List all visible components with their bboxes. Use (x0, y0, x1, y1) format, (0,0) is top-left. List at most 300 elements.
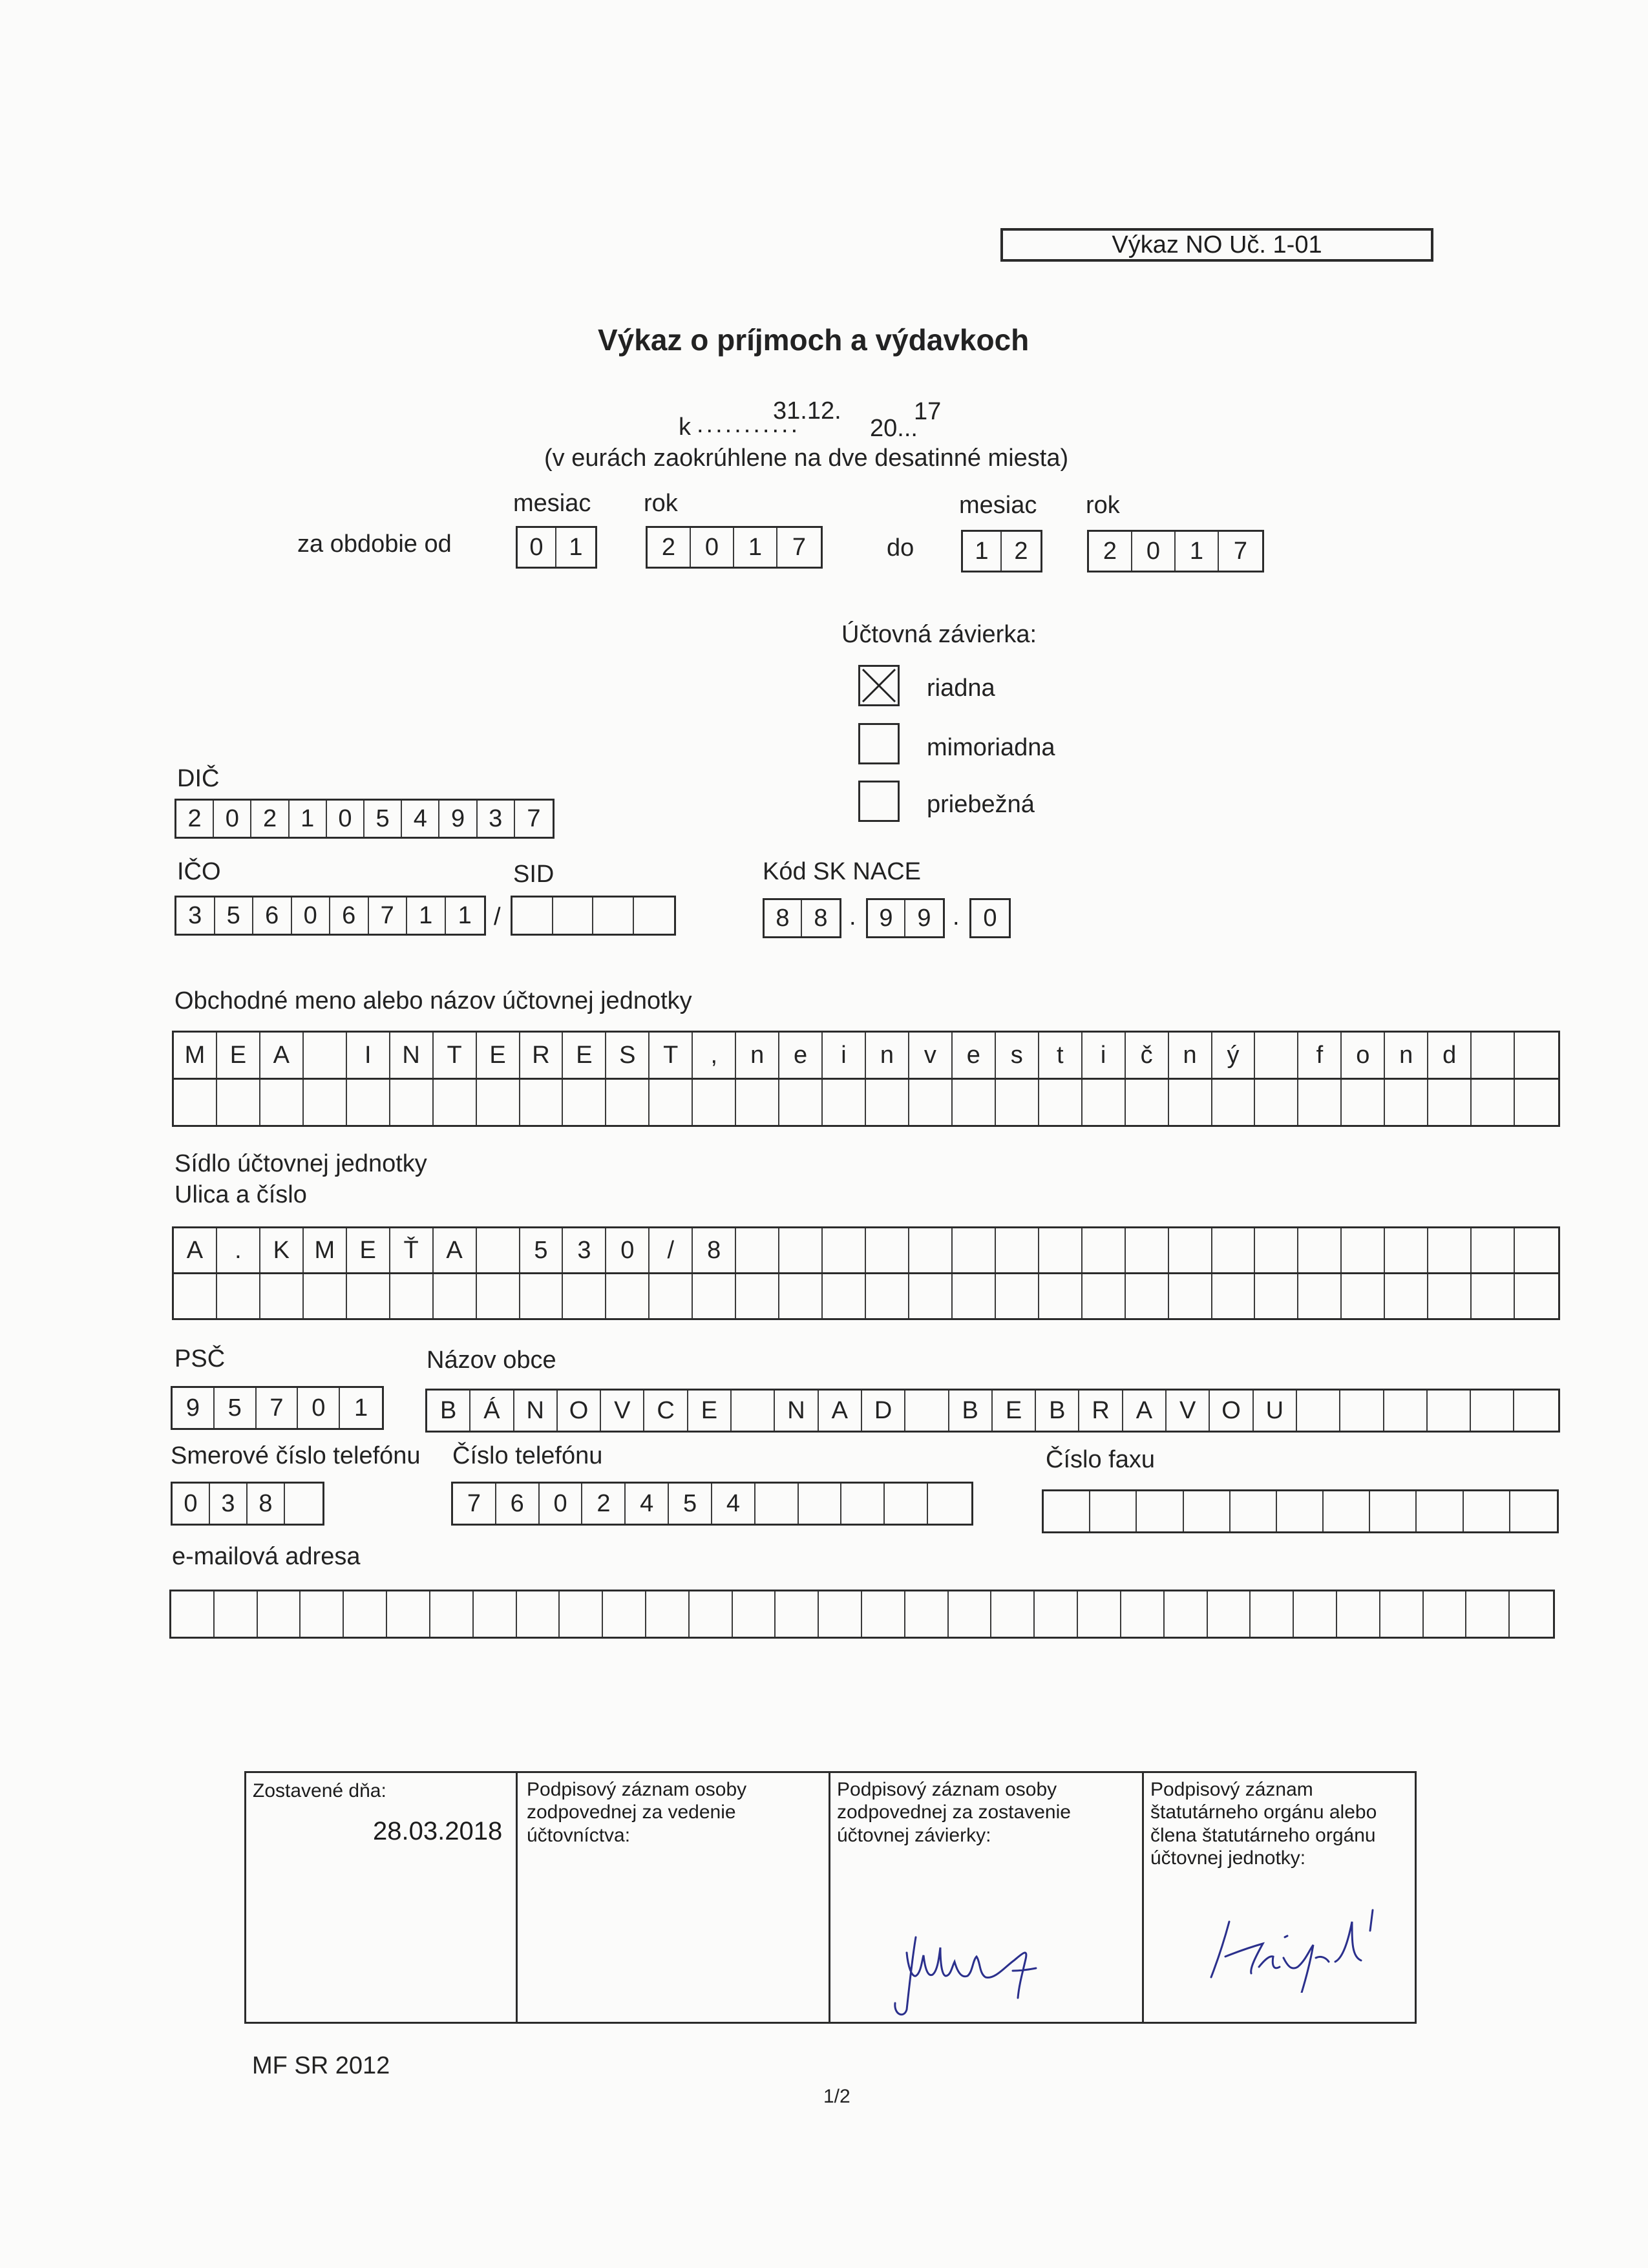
ico-label: IČO (177, 858, 221, 885)
char-cell (1212, 1080, 1256, 1125)
town-field[interactable] (425, 1389, 1560, 1433)
nace-label: Kód SK NACE (763, 858, 921, 885)
dic-field[interactable] (174, 799, 555, 839)
char-cell: M (174, 1033, 217, 1078)
char-cell: B (427, 1391, 470, 1431)
char-cell: 5 (215, 1388, 257, 1428)
char-cell (304, 1274, 347, 1318)
closing-option-label: riadna (927, 675, 995, 702)
digit-cell: 6 (253, 898, 292, 934)
char-cell (1078, 1591, 1121, 1637)
char-cell: V (1167, 1391, 1210, 1431)
char-cell (1090, 1491, 1137, 1531)
entity-name-row-1[interactable] (172, 1031, 1560, 1080)
digit-cell: 8 (814, 904, 828, 932)
char-cell: 8 (693, 1228, 736, 1272)
char-cell (1472, 1228, 1515, 1272)
email-field[interactable] (169, 1590, 1555, 1639)
char-cell (563, 1080, 606, 1125)
char-cell (1384, 1391, 1428, 1431)
phone-prefix-field[interactable] (171, 1482, 324, 1526)
char-cell (477, 1228, 520, 1272)
digit-cell: 6 (330, 898, 369, 934)
char-cell: 0 (540, 1484, 583, 1524)
digit-cell: 2 (648, 528, 691, 567)
char-cell (477, 1274, 520, 1318)
checkbox-mimoriadna[interactable] (858, 723, 900, 764)
char-cell (390, 1080, 434, 1125)
char-cell (776, 1591, 819, 1637)
entity-name-label: Obchodné meno alebo názov účtovnej jednotky (174, 987, 692, 1014)
digit-cell: 0 (691, 528, 734, 567)
char-cell: K (260, 1228, 304, 1272)
char-cell: S (606, 1033, 650, 1078)
char-cell: E (688, 1391, 732, 1431)
fax-label: Číslo faxu (1046, 1446, 1155, 1473)
char-cell (1337, 1591, 1380, 1637)
digit-cell: 2 (176, 801, 214, 837)
char-cell: 5 (520, 1228, 564, 1272)
digit-cell: 2 (1089, 532, 1132, 571)
char-cell (779, 1080, 823, 1125)
char-cell (347, 1080, 390, 1125)
char-cell (1385, 1080, 1428, 1125)
char-cell: s (996, 1033, 1039, 1078)
char-cell (1515, 1274, 1558, 1318)
ico-field[interactable] (174, 896, 486, 936)
char-cell: . (217, 1228, 260, 1272)
char-cell (885, 1484, 928, 1524)
char-cell (693, 1080, 736, 1125)
page-title: Výkaz o príjmoch a výdavkoch (598, 323, 1030, 357)
char-cell: A (260, 1033, 304, 1078)
char-cell (1255, 1228, 1298, 1272)
char-cell (563, 1274, 606, 1318)
char-cell: 4 (626, 1484, 669, 1524)
char-cell (1212, 1274, 1256, 1318)
char-cell: v (909, 1033, 953, 1078)
char-cell (1424, 1591, 1467, 1637)
from-month-field[interactable] (516, 526, 597, 569)
char-cell (1035, 1591, 1078, 1637)
digit-cell: 2 (1014, 537, 1028, 565)
digit-cell: 1 (963, 532, 1002, 571)
char-cell (520, 1274, 564, 1318)
char-cell (217, 1080, 260, 1125)
char-cell: e (953, 1033, 996, 1078)
char-cell (1428, 1228, 1472, 1272)
char-cell (866, 1080, 909, 1125)
to-month-label: mesiac (959, 492, 1037, 519)
closing-label: Účtovná závierka: (841, 621, 1037, 648)
digit-cell: 1 (290, 801, 327, 837)
char-cell: 2 (582, 1484, 626, 1524)
phone-prefix-label: Smerové číslo telefónu (171, 1442, 421, 1469)
char-cell (823, 1080, 866, 1125)
char-cell: O (558, 1391, 601, 1431)
digit-cell (512, 898, 553, 934)
char-cell (1083, 1274, 1126, 1318)
digit-cell: 0 (327, 801, 364, 837)
period-to-label: do (887, 534, 914, 562)
char-cell (603, 1591, 646, 1637)
char-cell (823, 1274, 866, 1318)
char-cell (1212, 1228, 1256, 1272)
from-year-label: rok (644, 490, 678, 517)
as-of-year-prefix: 20... (870, 415, 918, 442)
nace-dot: . (953, 903, 960, 930)
digit-cell: 9 (868, 900, 905, 936)
char-cell (1428, 1391, 1471, 1431)
char-cell (477, 1080, 520, 1125)
char-cell: E (563, 1033, 606, 1078)
digit-cell: 7 (527, 804, 541, 832)
char-cell (736, 1274, 779, 1318)
as-of-year-suffix: 17 (914, 398, 942, 425)
char-cell (1039, 1228, 1083, 1272)
char-cell (301, 1591, 344, 1637)
char-cell (736, 1228, 779, 1272)
char-cell (217, 1274, 260, 1318)
char-cell: A (1123, 1391, 1167, 1431)
signature-table (244, 1771, 1417, 2024)
page-number: 1/2 (823, 2086, 850, 2107)
char-cell: 1 (354, 1394, 368, 1422)
char-cell (823, 1228, 866, 1272)
digit-cell (593, 898, 634, 934)
char-cell (1472, 1080, 1515, 1125)
char-cell (1039, 1274, 1083, 1318)
char-cell (866, 1228, 909, 1272)
digit-cell: 1 (1176, 532, 1219, 571)
char-cell (430, 1591, 474, 1637)
char-cell: E (477, 1033, 520, 1078)
char-cell: M (304, 1228, 347, 1272)
char-cell (1298, 1080, 1342, 1125)
digit-cell: 0 (518, 528, 556, 567)
char-cell (650, 1274, 693, 1318)
char-cell: A (174, 1228, 217, 1272)
char-cell (693, 1274, 736, 1318)
char-cell: 8 (248, 1484, 285, 1524)
char-cell (174, 1274, 217, 1318)
char-cell (304, 1033, 347, 1078)
char-cell (474, 1591, 517, 1637)
digit-cell: 1 (407, 898, 446, 934)
form-code: Výkaz NO Uč. 1-01 (1112, 231, 1322, 258)
char-cell (1251, 1591, 1294, 1637)
char-cell (1126, 1080, 1169, 1125)
char-cell: n (866, 1033, 909, 1078)
char-cell (434, 1274, 477, 1318)
form-code-box (1000, 228, 1433, 262)
char-cell: E (347, 1228, 390, 1272)
issuer-label: MF SR 2012 (252, 2052, 390, 2079)
fax-field[interactable] (1042, 1489, 1559, 1533)
char-cell: e (779, 1033, 823, 1078)
char-cell (1472, 1274, 1515, 1318)
char-cell: n (1169, 1033, 1212, 1078)
char-cell (905, 1591, 949, 1637)
char-cell (285, 1484, 322, 1524)
digit-cell: 4 (402, 801, 439, 837)
as-of-dots: ........... (697, 411, 801, 438)
nace-dot: . (849, 903, 856, 930)
char-cell (1039, 1080, 1083, 1125)
char-cell (215, 1591, 258, 1637)
char-cell (1165, 1591, 1208, 1637)
char-cell: V (601, 1391, 644, 1431)
char-cell: N (514, 1391, 558, 1431)
char-cell: n (1385, 1033, 1428, 1078)
closing-option-label: mimoriadna (927, 734, 1055, 761)
seat-label: Sídlo účtovnej jednotky (174, 1150, 427, 1177)
char-cell (1121, 1591, 1165, 1637)
char-cell (646, 1591, 690, 1637)
digit-cell: 0 (214, 801, 251, 837)
char-cell (1083, 1228, 1126, 1272)
from-year-field[interactable] (646, 526, 823, 569)
char-cell: 3 (210, 1484, 248, 1524)
char-cell: 0 (606, 1228, 650, 1272)
char-cell (1126, 1228, 1169, 1272)
street-row-1[interactable] (172, 1226, 1560, 1274)
char-cell (606, 1080, 650, 1125)
currency-note: (v eurách zaokrúhlene na dve desatinné miesta) (544, 445, 1069, 472)
char-cell (1342, 1080, 1385, 1125)
char-cell (1342, 1274, 1385, 1318)
char-cell: i (823, 1033, 866, 1078)
char-cell: n (736, 1033, 779, 1078)
closing-option-label: priebežná (927, 791, 1035, 818)
digit-cell: 1 (458, 901, 472, 929)
char-cell (347, 1274, 390, 1318)
char-cell (819, 1591, 862, 1637)
street-label: Ulica a číslo (174, 1181, 307, 1208)
char-cell (606, 1274, 650, 1318)
char-cell (1298, 1274, 1342, 1318)
char-cell: Á (470, 1391, 514, 1431)
char-cell (1169, 1274, 1212, 1318)
char-cell: o (1342, 1033, 1385, 1078)
char-cell: 6 (496, 1484, 540, 1524)
dic-label: DIČ (177, 765, 220, 792)
char-cell (1417, 1491, 1463, 1531)
char-cell: ý (1212, 1033, 1256, 1078)
char-cell (736, 1080, 779, 1125)
char-cell (1294, 1591, 1337, 1637)
char-cell (260, 1274, 304, 1318)
char-cell: 7 (257, 1388, 299, 1428)
char-cell (841, 1484, 885, 1524)
nace-field-1[interactable] (763, 898, 841, 938)
char-cell (1370, 1491, 1417, 1531)
digit-cell: 0 (983, 904, 997, 932)
char-cell (258, 1591, 301, 1637)
char-cell (1083, 1080, 1126, 1125)
digit-cell: 7 (369, 898, 408, 934)
char-cell (1515, 1228, 1558, 1272)
char-cell (1126, 1274, 1169, 1318)
char-cell (690, 1591, 733, 1637)
char-cell (928, 1484, 971, 1524)
char-cell: N (775, 1391, 818, 1431)
digit-cell: 3 (176, 898, 215, 934)
digit-cell: 1 (569, 533, 583, 561)
char-cell: D (862, 1391, 905, 1431)
char-cell (1044, 1491, 1090, 1531)
char-cell: C (644, 1391, 688, 1431)
digit-cell: 0 (1132, 532, 1176, 571)
char-cell (1515, 1033, 1558, 1078)
signature-image (1183, 1896, 1396, 1993)
char-cell: 0 (298, 1388, 340, 1428)
char-cell (953, 1274, 996, 1318)
entity-name-row-2[interactable] (172, 1078, 1560, 1127)
to-month-field[interactable] (961, 530, 1042, 572)
char-cell (991, 1591, 1035, 1637)
digit-cell: 7 (1233, 537, 1248, 565)
char-cell (304, 1080, 347, 1125)
char-cell (1137, 1491, 1183, 1531)
char-cell (1515, 1080, 1558, 1125)
checkbox-priebezna[interactable] (858, 781, 900, 822)
char-cell (174, 1080, 217, 1125)
char-cell (866, 1274, 909, 1318)
char-cell: t (1039, 1033, 1083, 1078)
digit-cell: 8 (765, 900, 802, 936)
signature-image (867, 1922, 1080, 2019)
digit-cell: 7 (792, 533, 807, 561)
digit-cell: 0 (292, 898, 331, 934)
char-cell (560, 1591, 603, 1637)
to-year-field[interactable] (1087, 530, 1264, 572)
char-cell (260, 1080, 304, 1125)
char-cell: U (1254, 1391, 1297, 1431)
char-cell: O (1210, 1391, 1253, 1431)
compiled-label: Zostavené dňa: (253, 1780, 386, 1801)
char-cell (1298, 1228, 1342, 1272)
char-cell: , (693, 1033, 736, 1078)
char-cell (905, 1391, 949, 1431)
char-cell (953, 1228, 996, 1272)
char-cell (949, 1591, 992, 1637)
digit-cell: 1 (734, 528, 777, 567)
char-cell: d (1428, 1033, 1472, 1078)
char-cell: č (1126, 1033, 1169, 1078)
char-cell: 7 (453, 1484, 496, 1524)
digit-cell: 9 (917, 904, 931, 932)
char-cell (1324, 1491, 1370, 1531)
char-cell (1297, 1391, 1340, 1431)
town-label: Názov obce (427, 1347, 556, 1374)
as-of-prefix: k (679, 414, 691, 441)
psc-field[interactable] (171, 1386, 384, 1430)
digit-cell: 3 (478, 801, 515, 837)
nace-field-2[interactable] (866, 898, 945, 938)
char-cell (1255, 1274, 1298, 1318)
char-cell (909, 1228, 953, 1272)
char-cell (1385, 1274, 1428, 1318)
statutory-cell (1144, 1773, 1415, 2022)
ico-sid-slash: / (494, 903, 501, 930)
to-year-label: rok (1086, 492, 1120, 519)
char-cell: E (993, 1391, 1036, 1431)
char-cell (909, 1080, 953, 1125)
char-cell (650, 1080, 693, 1125)
char-cell (1428, 1080, 1472, 1125)
char-cell (1510, 1591, 1553, 1637)
check-x-icon (860, 667, 898, 704)
char-cell: / (650, 1228, 693, 1272)
char-cell: T (650, 1033, 693, 1078)
email-label: e-mailová adresa (172, 1543, 361, 1570)
char-cell (1466, 1591, 1510, 1637)
char-cell: Ť (390, 1228, 434, 1272)
char-cell: T (434, 1033, 477, 1078)
char-cell (733, 1591, 776, 1637)
char-cell (387, 1591, 430, 1637)
digit-cell: 5 (364, 801, 402, 837)
closing-person-label: Podpisový záznam osoby zodpovednej za zostavenie účtovnej závierky: (837, 1779, 1071, 1846)
phone-label: Číslo telefónu (452, 1442, 603, 1469)
checkbox-riadna[interactable] (858, 665, 900, 706)
char-cell (996, 1274, 1039, 1318)
char-cell: A (434, 1228, 477, 1272)
char-cell: 3 (563, 1228, 606, 1272)
char-cell (1514, 1391, 1558, 1431)
char-cell (909, 1274, 953, 1318)
digit-cell: 5 (215, 898, 254, 934)
digit-cell (553, 898, 594, 934)
char-cell: B (949, 1391, 993, 1431)
char-cell: i (1083, 1033, 1126, 1078)
from-month-label: mesiac (513, 490, 591, 517)
compiled-date[interactable]: 28.03.2018 (373, 1817, 503, 1845)
digit-cell: 9 (439, 801, 477, 837)
compiled-cell (246, 1773, 518, 2022)
char-cell: f (1298, 1033, 1342, 1078)
char-cell (779, 1274, 823, 1318)
char-cell (1208, 1591, 1251, 1637)
char-cell: 4 (712, 1484, 755, 1524)
char-cell (344, 1591, 387, 1637)
street-row-2[interactable] (172, 1272, 1560, 1320)
sid-field[interactable] (511, 896, 676, 936)
char-cell: 5 (669, 1484, 712, 1524)
char-cell (1169, 1080, 1212, 1125)
phone-field[interactable] (451, 1482, 973, 1526)
char-cell (1380, 1591, 1424, 1637)
accounting-person-cell (518, 1773, 830, 2022)
char-cell (1342, 1228, 1385, 1272)
char-cell (732, 1391, 775, 1431)
char-cell (1385, 1228, 1428, 1272)
char-cell (1510, 1491, 1557, 1531)
statutory-label: Podpisový záznam štatutárneho orgánu alebo člena štatutárneho orgánu účtovnej jednotky: (1150, 1779, 1377, 1869)
closing-person-cell (830, 1773, 1144, 2022)
char-cell: I (347, 1033, 390, 1078)
nace-field-3[interactable] (969, 898, 1011, 938)
char-cell (1169, 1228, 1212, 1272)
char-cell: R (520, 1033, 564, 1078)
char-cell (1255, 1080, 1298, 1125)
char-cell (1255, 1033, 1298, 1078)
char-cell (779, 1228, 823, 1272)
char-cell (1464, 1491, 1510, 1531)
sid-label: SID (513, 861, 555, 888)
char-cell (171, 1591, 215, 1637)
